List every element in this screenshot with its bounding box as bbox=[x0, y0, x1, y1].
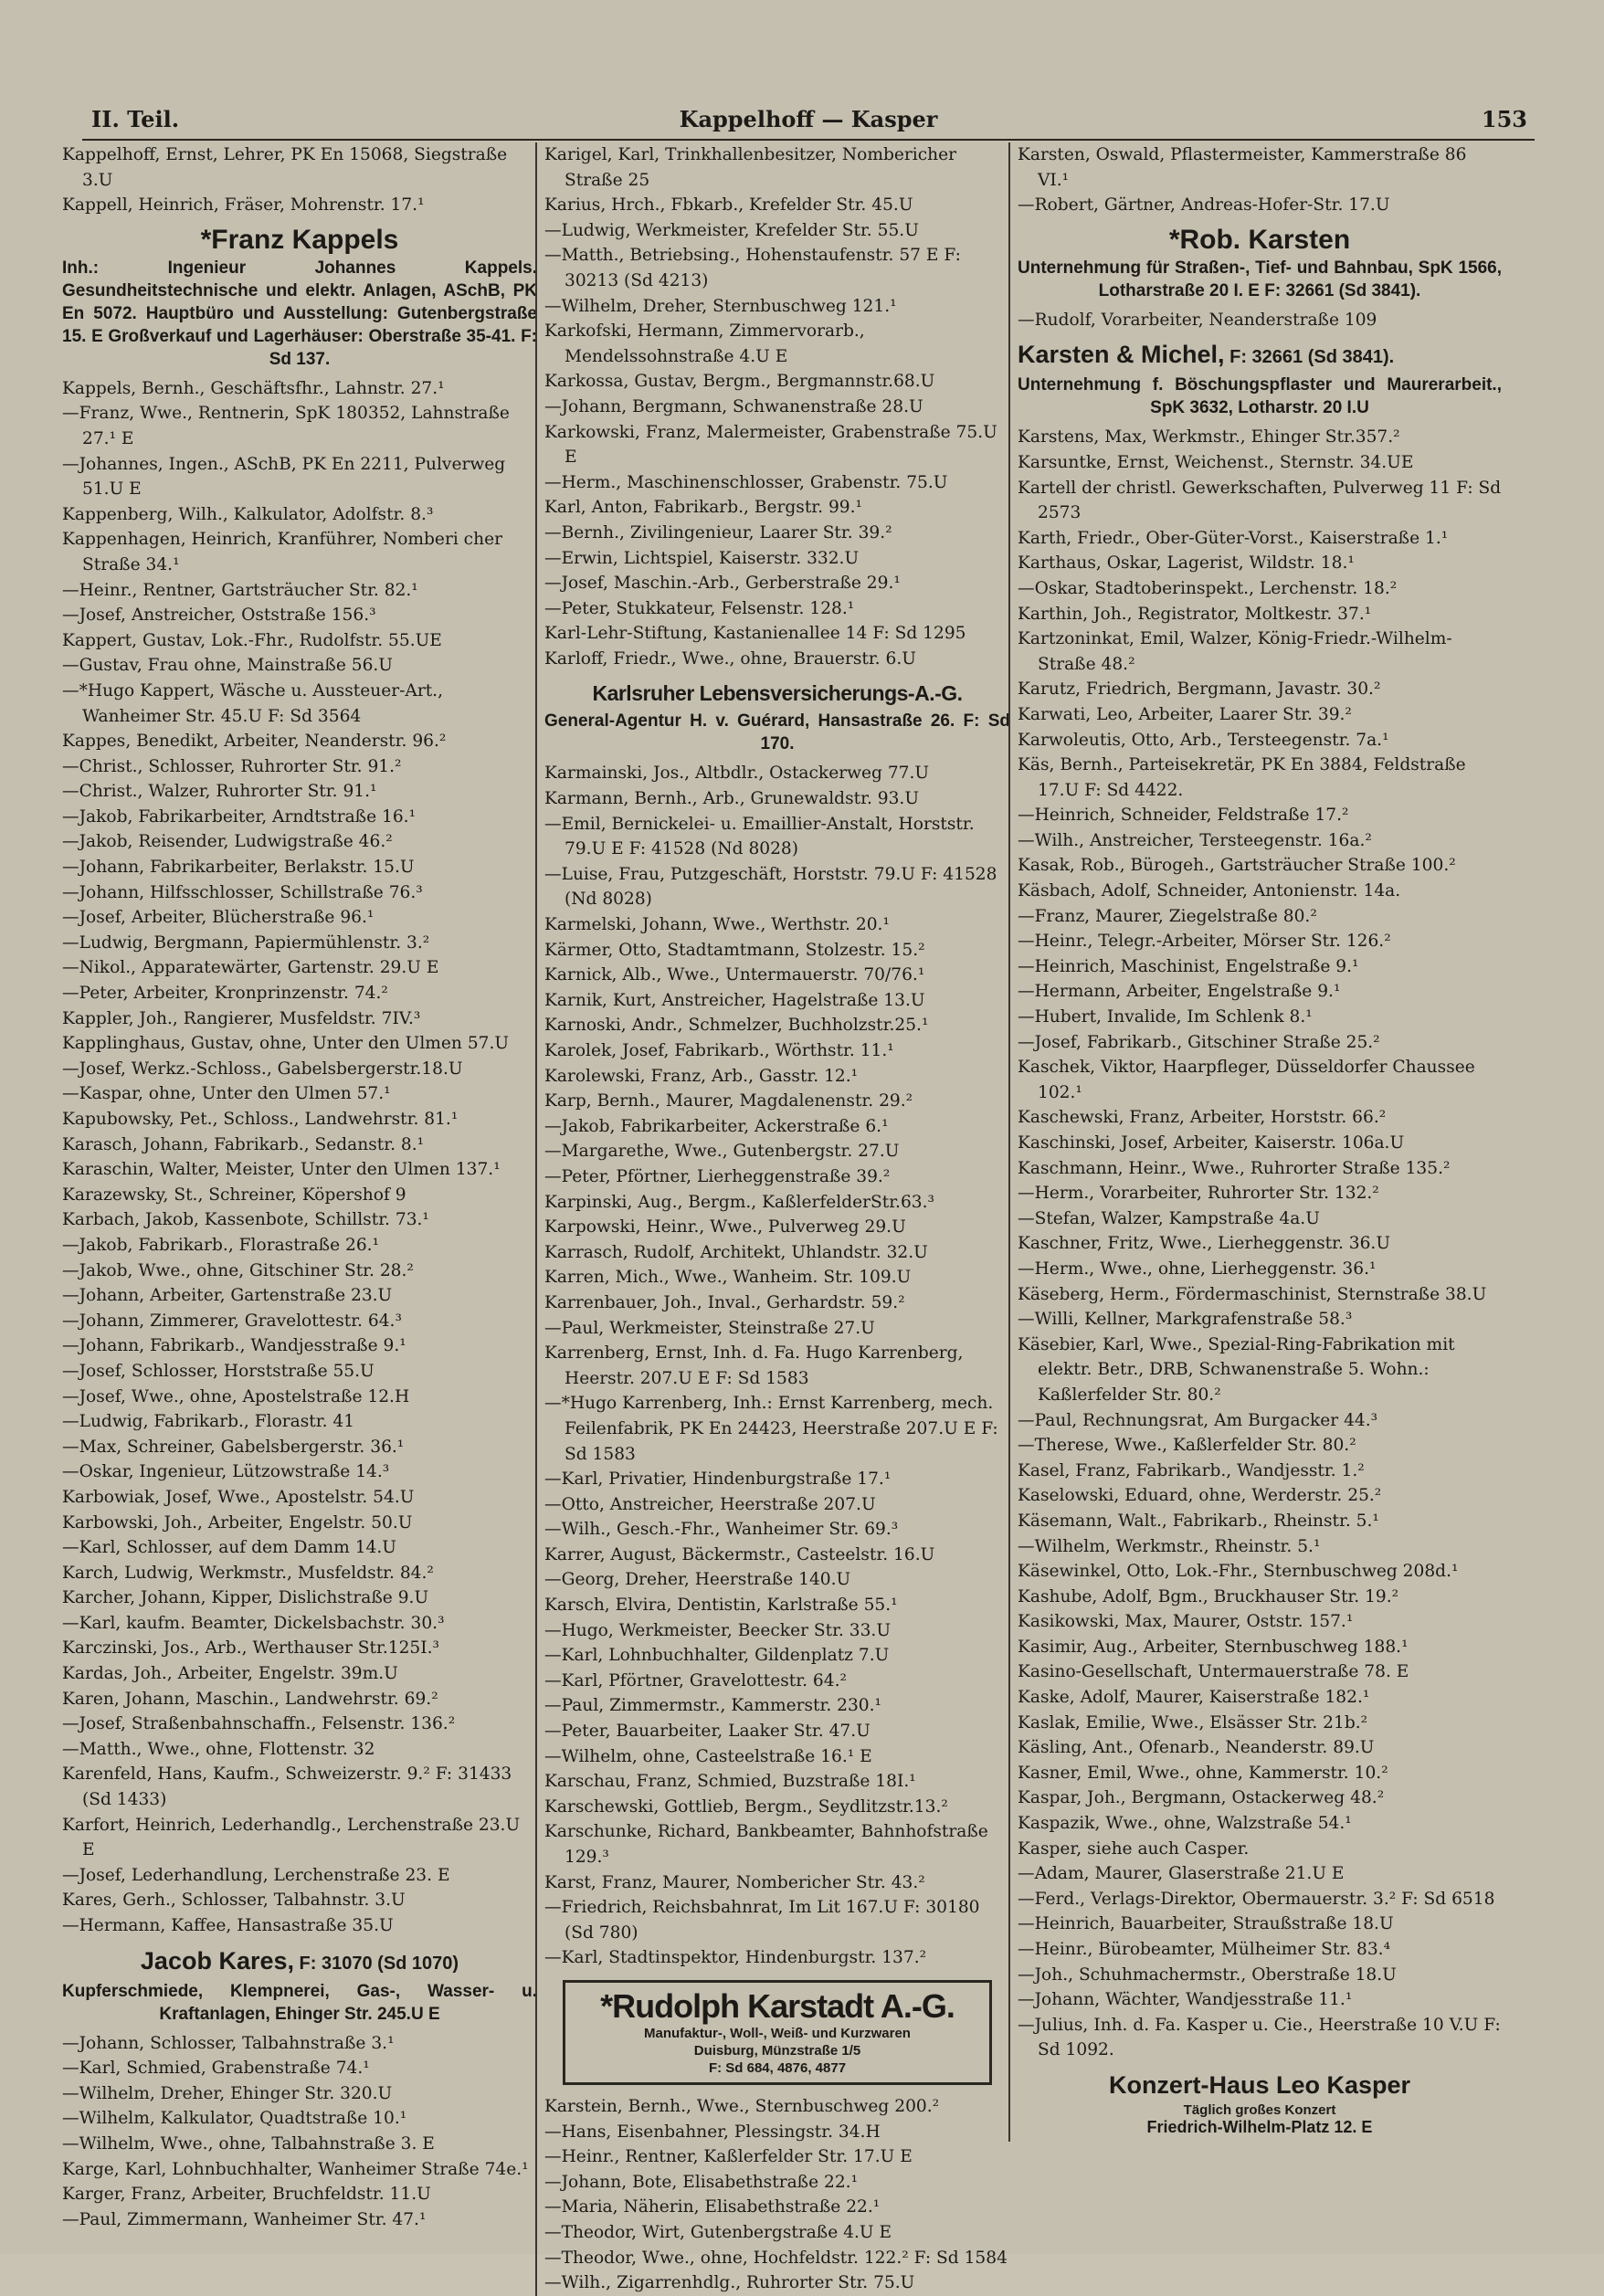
entry: —Heinr., Bürobeamter, Mülheimer Str. 83.⁴ bbox=[1018, 1940, 1391, 1959]
entry: —Matth., Wwe., ohne, Flottenstr. 32 bbox=[62, 1739, 375, 1759]
advert-name bbox=[544, 677, 1010, 710]
entry: —Paul, Zimmermstr., Kammerstr. 230.¹ bbox=[544, 1696, 882, 1716]
advert-body: General-Agentur H. v. Guérard, Hansastraße 26. F: Sd 170. bbox=[544, 711, 1010, 754]
advert-name bbox=[62, 1944, 537, 1980]
entry: —Wilhelm, Werkmstr., Rheinstr. 5.¹ bbox=[1018, 1536, 1321, 1556]
entry: —Ludwig, Werkmeister, Krefelder Str. 55.U bbox=[544, 220, 919, 240]
entry: —Theodor, Wirt, Gutenbergstraße 4.U E bbox=[544, 2222, 892, 2242]
entry: —Adam, Maurer, Glaserstraße 21.U E bbox=[1018, 1864, 1345, 1884]
advert-name: Konzert-Haus Leo Kasper bbox=[1108, 2070, 1411, 2099]
page-header bbox=[82, 102, 1535, 141]
entry: Kaschmann, Heinr., Wwe., Ruhrorter Straße 135.² bbox=[1018, 1158, 1451, 1178]
entry: —Heinr., Rentner, Gartsträucher Str. 82.¹ bbox=[62, 580, 418, 600]
entry: Karthaus, Oskar, Lagerist, Wildstr. 18.¹ bbox=[1018, 553, 1355, 574]
entry: Kapplinghaus, Gustav, ohne, Unter den Ulmen 57.U bbox=[62, 1034, 510, 1054]
entry: —Franz, Wwe., Rentnerin, SpK 180352, Lahnstraße 27.¹ E bbox=[62, 404, 510, 448]
entry: Karl, Anton, Fabrikarb., Bergstr. 99.¹ bbox=[544, 498, 862, 518]
entry: —Heinrich, Schneider, Feldstraße 17.² bbox=[1018, 806, 1349, 826]
entry: Karbowski, Joh., Arbeiter, Engelstr. 50.U bbox=[62, 1512, 413, 1532]
entry: —Max, Schreiner, Gabelsbergerstr. 36.¹ bbox=[62, 1437, 405, 1457]
entry: Käsbach, Adolf, Schneider, Antonienstr. 14a. bbox=[1018, 881, 1401, 901]
entry: Karwati, Leo, Arbeiter, Laarer Str. 39.² bbox=[1018, 704, 1352, 724]
entry: —Josef, Arbeiter, Blücherstraße 96.¹ bbox=[62, 908, 375, 928]
entry: Karutz, Friedrich, Bergmann, Javastr. 30.² bbox=[1018, 679, 1381, 700]
entry: —Josef, Schlosser, Horststraße 55.U bbox=[62, 1361, 375, 1381]
entry: Karczinski, Jos., Arb., Werthauser Str.125I.³ bbox=[62, 1638, 439, 1659]
entry: Kaslak, Emilie, Wwe., Elsässer Str. 21b.² bbox=[1018, 1712, 1368, 1733]
entry: Karl-Lehr-Stiftung, Kastanienallee 14 F: Sd 1295 bbox=[544, 624, 966, 644]
entry: Kappell, Heinrich, Fräser, Mohrenstr. 17.¹ bbox=[62, 195, 425, 216]
entry: Käsemann, Walt., Fabrikarb., Rheinstr. 5.¹ bbox=[1018, 1511, 1379, 1531]
entry: Kasikowski, Max, Maurer, Oststr. 157.¹ bbox=[1018, 1612, 1354, 1632]
entry: —Karl, Privatier, Hindenburgstraße 17.¹ bbox=[544, 1469, 892, 1490]
entry: —Rudolf, Vorarbeiter, Neanderstraße 109 bbox=[1018, 310, 1377, 330]
entry: —Theodor, Wwe., ohne, Hochfeldstr. 122.² F: Sd 1584 bbox=[544, 2248, 1008, 2268]
section-label: II. Teil. bbox=[91, 106, 180, 132]
entry: —Ferd., Verlags-Direktor, Obermauerstr. 3.² F: Sd 6518 bbox=[1018, 1889, 1495, 1909]
entry: Kaselowski, Eduard, ohne, Werderstr. 25.² bbox=[1018, 1486, 1382, 1506]
entry: Käseberg, Herm., Fördermaschinist, Sternstraße 38.U bbox=[1018, 1284, 1487, 1304]
entry: Karazewsky, St., Schreiner, Köpershof 9 bbox=[62, 1185, 406, 1205]
page-number: 153 bbox=[1481, 106, 1527, 132]
entry: Karnik, Kurt, Anstreicher, Hagelstraße 13.U bbox=[544, 990, 925, 1010]
entry: —Johann, Bote, Elisabethstraße 22.¹ bbox=[544, 2172, 859, 2192]
column-right bbox=[1008, 142, 1502, 2142]
entry: Karmelski, Johann, Wwe., Werthstr. 20.¹ bbox=[544, 915, 890, 935]
entry: —Matth., Betriebsing., Hohenstaufenstr. 57 E F: 30213 (Sd 4213) bbox=[544, 246, 961, 290]
entry: Kasak, Rob., Bürogeh., Gartsträucher Straße 100.² bbox=[1018, 856, 1456, 876]
entry: —Julius, Inh. d. Fa. Kasper u. Cie., Heerstraße 10 V.U F: Sd 1092. bbox=[1018, 2015, 1501, 2060]
entry: —Hugo, Werkmeister, Beecker Str. 33.U bbox=[544, 1620, 891, 1640]
entry: Karrenbauer, Joh., Inval., Gerhardstr. 59.² bbox=[544, 1292, 905, 1312]
advert-phone: F: 32661 (Sd 3841). bbox=[1224, 347, 1395, 368]
entry: —Heinrich, Bauarbeiter, Straußstraße 18.U bbox=[1018, 1914, 1394, 1934]
entry: —Herm., Maschinenschlosser, Grabenstr. 75.U bbox=[544, 472, 948, 492]
entry: —Wilh., Zigarrenhdlg., Ruhrorter Str. 75.U bbox=[544, 2273, 915, 2293]
column-middle bbox=[535, 142, 1010, 2296]
entry: —*Hugo Karrenberg, Inh.: Ernst Karrenberg, mech. Feilenfabrik, PK En 24423, Heerstraße 207.U E F: Sd 1583 bbox=[544, 1394, 998, 1464]
entry: —Jakob, Fabrikarbeiter, Ackerstraße 6.¹ bbox=[544, 1116, 889, 1136]
entry: Karpowski, Heinr., Wwe., Pulverweg 29.U bbox=[544, 1217, 906, 1238]
entry: —Karl, Lohnbuchhalter, Gildenplatz 7.U bbox=[544, 1646, 890, 1666]
entry: Kappelhoff, Ernst, Lehrer, PK En 15068, Siegstraße 3.U bbox=[62, 145, 508, 190]
entry: —Paul, Werkmeister, Steinstraße 27.U bbox=[544, 1318, 875, 1338]
entry: Karigel, Karl, Trinkhallenbesitzer, Nombericher Straße 25 bbox=[544, 145, 956, 190]
entry: —Peter, Bauarbeiter, Laaker Str. 47.U bbox=[544, 1722, 871, 1742]
entry: —Paul, Zimmermann, Wanheimer Str. 47.¹ bbox=[62, 2209, 427, 2229]
entry: Kappler, Joh., Rangierer, Musfeldstr. 7IV.³ bbox=[62, 1008, 421, 1028]
entry: —Hans, Eisenbahner, Plessingstr. 34.H bbox=[544, 2122, 881, 2142]
entry: —Hubert, Invalide, Im Schlenk 8.¹ bbox=[1018, 1007, 1313, 1027]
entry: Kaschner, Fritz, Wwe., Lierheggenstr. 36.U bbox=[1018, 1234, 1391, 1254]
entry: —Wilhelm, Dreher, Ehinger Str. 320.U bbox=[62, 2083, 393, 2103]
entry: Karschewski, Gottlieb, Bergm., Seydlitzstr.13.² bbox=[544, 1796, 948, 1817]
entry: —Karl, kaufm. Beamter, Dickelsbachstr. 30.³ bbox=[62, 1613, 445, 1633]
entry: Karpinski, Aug., Bergm., KaßlerfelderStr.63.³ bbox=[544, 1192, 934, 1212]
entry: —Karl, Stadtinspektor, Hindenburgstr. 137.² bbox=[544, 1948, 927, 1968]
entry: —Oskar, Stadtoberinspekt., Lerchenstr. 18.² bbox=[1018, 578, 1398, 598]
entry: Kaspazik, Wwe., ohne, Walzstraße 54.¹ bbox=[1018, 1814, 1352, 1834]
entry: Kardas, Joh., Arbeiter, Engelstr. 39m.U bbox=[62, 1664, 398, 1684]
advert-name-text: *Franz Kappels bbox=[200, 224, 399, 255]
advert-body: Unternehmung für Straßen-, Tief- und Bahnbau, SpK 1566, Lotharstraße 20 I. E F: 32661 (Sd 3841). bbox=[1018, 258, 1502, 300]
entry: Karsch, Elvira, Dentistin, Karlstraße 55.¹ bbox=[544, 1596, 898, 1616]
entry: —Josef, Lederhandlung, Lerchenstraße 23. E bbox=[62, 1865, 450, 1885]
advert-line: Täglich großes Konzert bbox=[1183, 2101, 1336, 2118]
entry: Karge, Karl, Lohnbuchhalter, Wanheimer Straße 74e.¹ bbox=[62, 2159, 529, 2179]
entry: Karnoski, Andr., Schmelzer, Buchholzstr.25.¹ bbox=[544, 1016, 929, 1036]
entry: Kappenhagen, Heinrich, Kranführer, Nomberi cher Straße 34.¹ bbox=[62, 530, 502, 574]
entry: Karkofski, Hermann, Zimmervorarb., Mendelssohnstraße 4.U E bbox=[544, 321, 865, 366]
entry: Käsebier, Karl, Wwe., Spezial-Ring-Fabrikation mit elektr. Betr., DRB, Schwanenstraße 5. Wohn.: Kaßlerfelder Str. 80.² bbox=[1018, 1334, 1455, 1405]
entry: —Margarethe, Wwe., Gutenbergstr. 27.U bbox=[544, 1142, 900, 1162]
entry: —Johann, Fabrikarb., Wandjesstraße 9.¹ bbox=[62, 1336, 406, 1356]
entry: Karmann, Bernh., Arb., Grunewaldstr. 93.U bbox=[544, 789, 920, 809]
advert-name: *Rudolph Karstadt A.-G. bbox=[600, 1986, 955, 2025]
entry: —Josef, Maschin.-Arb., Gerberstraße 29.¹ bbox=[544, 574, 901, 594]
entry: —Josef, Anstreicher, Oststraße 156.³ bbox=[62, 606, 376, 626]
entry: Karloff, Friedr., Wwe., ohne, Brauerstr. 6.U bbox=[544, 648, 916, 669]
advert-name-text: *Rob. Karsten bbox=[1168, 224, 1351, 255]
entry: —Georg, Dreher, Heerstraße 140.U bbox=[544, 1570, 851, 1590]
entry: —Friedrich, Reichsbahnrat, Im Lit 167.U F: 30180 (Sd 780) bbox=[544, 1898, 980, 1943]
entry: —Christ., Schlosser, Ruhrorter Str. 91.² bbox=[62, 756, 402, 776]
advert-karlsruher bbox=[544, 677, 1010, 755]
entry: —Emil, Bernickelei- u. Emaillier-Anstalt, Horststr. 79.U E F: 41528 (Nd 8028) bbox=[544, 814, 975, 859]
entry: Karaschin, Walter, Meister, Unter den Ulmen 137.¹ bbox=[62, 1160, 501, 1180]
entry: Kappert, Gustav, Lok.-Fhr., Rudolfstr. 55.UE bbox=[62, 630, 442, 650]
entry: Karkossa, Gustav, Bergm., Bergmannstr.68.U bbox=[544, 372, 935, 392]
entry: Karrasch, Rudolf, Architekt, Uhlandstr. 32.U bbox=[544, 1242, 928, 1262]
entry: —Johann, Zimmerer, Gravelottestr. 64.³ bbox=[62, 1311, 402, 1331]
entry: —Josef, Fabrikarb., Gitschiner Straße 25.² bbox=[1018, 1032, 1380, 1052]
entry: —*Hugo Kappert, Wäsche u. Aussteuer-Art., Wanheimer Str. 45.U F: Sd 3564 bbox=[62, 680, 443, 726]
entry: —Maria, Näherin, Elisabethstraße 22.¹ bbox=[544, 2197, 881, 2217]
entry: —Willi, Kellner, Markgrafenstraße 58.³ bbox=[1018, 1310, 1353, 1330]
advert-name-text: Karlsruher Lebensversicherungs-A.-G. bbox=[592, 681, 963, 706]
entry: —Kaspar, ohne, Unter den Ulmen 57.¹ bbox=[62, 1084, 391, 1104]
entry: Karbowiak, Josef, Wwe., Apostelstr. 54.U bbox=[62, 1487, 415, 1507]
entry: —Ludwig, Fabrikarb., Florastr. 41 bbox=[62, 1412, 355, 1432]
advert-name-text: Karsten & Michel, bbox=[1018, 341, 1225, 369]
entry: —Wilhelm, ohne, Casteelstraße 16.¹ E bbox=[544, 1746, 872, 1766]
entry: Karasch, Johann, Fabrikarb., Sedanstr. 8.¹ bbox=[62, 1134, 425, 1154]
entry: Karnick, Alb., Wwe., Untermauerstr. 70/76.¹ bbox=[544, 965, 925, 985]
entry: Kartzoninkat, Emil, Walzer, König-Friedr.-Wilhelm-Straße 48.² bbox=[1018, 629, 1452, 674]
entry: —Gustav, Frau ohne, Mainstraße 56.U bbox=[62, 656, 393, 676]
entry: Kasper, siehe auch Casper. bbox=[1018, 1838, 1250, 1859]
advert-name bbox=[1018, 224, 1502, 257]
entry: —Johann, Wächter, Wandjesstraße 11.¹ bbox=[1018, 1990, 1353, 2010]
entry: Kasimir, Aug., Arbeiter, Sternbuschweg 188.¹ bbox=[1018, 1637, 1409, 1657]
entry: —Johann, Arbeiter, Gartenstraße 23.U bbox=[62, 1286, 393, 1306]
entry: Käsling, Ant., Ofenarb., Neanderstr. 89.U bbox=[1018, 1738, 1375, 1758]
entry: Karbach, Jakob, Kassenbote, Schillstr. 73.¹ bbox=[62, 1210, 429, 1230]
entry: Karsuntke, Ernst, Weichenst., Sternstr. 34.UE bbox=[1018, 452, 1414, 472]
entry: —Wilhelm, Dreher, Sternbuschweg 121.¹ bbox=[544, 296, 897, 316]
entry: —Jakob, Fabrikarb., Florastraße 26.¹ bbox=[62, 1235, 380, 1255]
entry: —Josef, Wwe., ohne, Apostelstraße 12.H bbox=[62, 1386, 410, 1406]
entry: —Heinr., Telegr.-Arbeiter, Mörser Str. 126.² bbox=[1018, 932, 1391, 952]
entry: Käs, Bernh., Parteisekretär, PK En 3884, Feldstraße 17.U F: Sd 4422. bbox=[1018, 755, 1466, 800]
entry: Karen, Johann, Maschin., Landwehrstr. 69.² bbox=[62, 1689, 438, 1709]
advert-rkarsten bbox=[1018, 224, 1502, 302]
entry: Karwoleutis, Otto, Arb., Tersteegenstr. 7a.¹ bbox=[1018, 730, 1389, 750]
entry: —Jakob, Reisender, Ludwigstraße 46.² bbox=[62, 832, 393, 852]
entry: Kasel, Franz, Fabrikarb., Wandjesstr. 1.² bbox=[1018, 1460, 1365, 1480]
entry: —Josef, Straßenbahnschaffn., Felsenstr. 136.² bbox=[62, 1714, 456, 1734]
entry: —Luise, Frau, Putzgeschäft, Horststr. 79.U F: 41528 (Nd 8028) bbox=[544, 864, 997, 910]
entry: —Joh., Schuhmachermstr., Oberstraße 18.U bbox=[1018, 1964, 1397, 1985]
entry: —Nikol., Apparatewärter, Gartenstr. 29.U E bbox=[62, 958, 439, 978]
entry: —Stefan, Walzer, Kampstraße 4a.U bbox=[1018, 1208, 1320, 1228]
entry: Kaschinski, Josef, Arbeiter, Kaiserstr. 106a.U bbox=[1018, 1133, 1405, 1153]
entry: Kappes, Benedikt, Arbeiter, Neanderstr. 96.² bbox=[62, 732, 447, 752]
advert-body: Unternehmung f. Böschungspflaster und Maurerarbeit., SpK 3632, Lotharstr. 20 I.U bbox=[1018, 375, 1502, 418]
entry: Karrenberg, Ernst, Inh. d. Fa. Hugo Karrenberg, Heerstr. 207.U E F: Sd 1583 bbox=[544, 1343, 964, 1388]
entry: Kapubowsky, Pet., Schloss., Landwehrstr. 81.¹ bbox=[62, 1110, 459, 1129]
entry: Kappenberg, Wilh., Kalkulator, Adolfstr. 8.³ bbox=[62, 504, 434, 524]
entry: —Wilhelm, Kalkulator, Quadtstraße 10.¹ bbox=[62, 2109, 407, 2129]
entry: Kaske, Adolf, Maurer, Kaiserstraße 182.¹ bbox=[1018, 1688, 1370, 1708]
entry: —Johann, Bergmann, Schwanenstraße 28.U bbox=[544, 396, 923, 416]
entry: Karthin, Joh., Registrator, Moltkestr. 37.¹ bbox=[1018, 604, 1372, 624]
entry: —Herm., Wwe., ohne, Lierheggenstr. 36.¹ bbox=[1018, 1259, 1377, 1279]
advert-kares bbox=[62, 1944, 537, 2026]
entry: Karp, Bernh., Maurer, Magdalenenstr. 29.² bbox=[544, 1091, 913, 1111]
entry: Kares, Gerh., Schlosser, Talbahnstr. 3.U bbox=[62, 1891, 406, 1911]
advert-line: Manufaktur-, Woll-, Weiß- und Kurzwaren bbox=[644, 2025, 911, 2041]
entry: —Heinr., Rentner, Kaßlerfelder Str. 17.U E bbox=[544, 2147, 913, 2167]
entry: —Karl, Pförtner, Gravelottestr. 64.² bbox=[544, 1670, 847, 1690]
entry: —Johann, Schlosser, Talbahnstraße 3.¹ bbox=[62, 2033, 395, 2053]
entry: —Peter, Stukkateur, Felsenstr. 128.¹ bbox=[544, 598, 855, 618]
entry: —Johann, Hilfsschlosser, Schillstraße 76.³ bbox=[62, 882, 423, 902]
entry: —Heinrich, Maschinist, Engelstraße 9.¹ bbox=[1018, 956, 1359, 976]
entry: Karcher, Johann, Kipper, Dislichstraße 9.U bbox=[62, 1588, 429, 1608]
entry: Kärmer, Otto, Stadtamtmann, Stolzestr. 15.² bbox=[544, 940, 925, 960]
entry: —Therese, Wwe., Kaßlerfelder Str. 80.² bbox=[1018, 1436, 1356, 1456]
entry: Karmainski, Jos., Altbdlr., Ostackerweg 77.U bbox=[544, 764, 930, 784]
entry: Karfort, Heinrich, Lederhandlg., Lerchenstraße 23.U E bbox=[62, 1815, 521, 1860]
entry: —Bernh., Zivilingenieur, Laarer Str. 39.² bbox=[544, 522, 892, 542]
entry: Käsewinkel, Otto, Lok.-Fhr., Sternbuschweg 208d.¹ bbox=[1018, 1562, 1459, 1582]
entry: —Jakob, Fabrikarbeiter, Arndtstraße 16.¹ bbox=[62, 806, 417, 827]
advert-leokasper bbox=[1018, 2069, 1502, 2136]
entry: —Hermann, Arbeiter, Engelstraße 9.¹ bbox=[1018, 982, 1341, 1002]
entry: —Johannes, Ingen., ASchB, PK En 2211, Pulverweg 51.U E bbox=[62, 454, 506, 500]
entry: —Ludwig, Bergmann, Papiermühlenstr. 3.² bbox=[62, 932, 430, 953]
entry: Kasner, Emil, Wwe., ohne, Kammerstr. 10.² bbox=[1018, 1763, 1388, 1783]
advert-line: F: Sd 684, 4876, 4877 bbox=[708, 2059, 847, 2076]
entry: Karolewski, Franz, Arb., Gasstr. 12.¹ bbox=[544, 1066, 859, 1086]
entry: Karolek, Josef, Fabrikarb., Wörthstr. 11.¹ bbox=[544, 1041, 894, 1060]
entry: —Peter, Arbeiter, Kronprinzenstr. 74.² bbox=[62, 984, 388, 1004]
advert-body: Inh.: Ingenieur Johannes Kappels. Gesundheitstechnische und elektr. Anlagen, ASchB, PK En 5072. Hauptbüro und Ausstellung: Gutenbergstraße 15. E Großverkauf und Lagerhäuser: Oberstraße 35-41. F: Sd 137. bbox=[62, 258, 537, 369]
entry: Karger, Franz, Arbeiter, Bruchfeldstr. 11.U bbox=[62, 2185, 431, 2205]
entry: Karrer, August, Bäckermstr., Casteelstr. 16.U bbox=[544, 1544, 935, 1564]
entry: Karius, Hrch., Fbkarb., Krefelder Str. 45.U bbox=[544, 195, 913, 216]
entry: Karkowski, Franz, Malermeister, Grabenstraße 75.U E bbox=[544, 422, 997, 468]
advert-body: Kupferschmiede, Klempnerei, Gas-, Wasser- u. Kraftanlagen, Ehinger Str. 245.U E bbox=[62, 1981, 537, 2024]
running-title: Kappelhoff — Kasper bbox=[679, 106, 938, 132]
entry: Kasino-Gesellschaft, Untermauerstraße 78. E bbox=[1018, 1662, 1409, 1682]
entry: —Hermann, Kaffee, Hansastraße 35.U bbox=[62, 1916, 394, 1935]
entry: Kaschewski, Franz, Arbeiter, Horststr. 66.² bbox=[1018, 1108, 1387, 1128]
entry: Karren, Mich., Wwe., Wanheim. Str. 109.U bbox=[544, 1268, 912, 1288]
entry: —Wilh., Gesch.-Fhr., Wanheimer Str. 69.³ bbox=[544, 1520, 899, 1540]
entry: —Johann, Fabrikarbeiter, Berlakstr. 15.U bbox=[62, 858, 415, 878]
entry: Kaschek, Viktor, Haarpfleger, Düsseldorfer Chaussee 102.¹ bbox=[1018, 1058, 1475, 1102]
column-left bbox=[62, 142, 537, 2232]
entry: Kaspar, Joh., Bergmann, Ostackerweg 48.² bbox=[1018, 1788, 1385, 1808]
entry: —Herm., Vorarbeiter, Ruhrorter Str. 132.² bbox=[1018, 1184, 1379, 1204]
entry: —Oskar, Ingenieur, Lützowstraße 14.³ bbox=[62, 1462, 390, 1482]
entry: —Franz, Maurer, Ziegelstraße 80.² bbox=[1018, 906, 1317, 926]
entry: Karenfeld, Hans, Kaufm., Schweizerstr. 9.² F: 31433 (Sd 1433) bbox=[62, 1764, 512, 1810]
advert-name bbox=[1018, 338, 1502, 374]
advert-line: Duisburg, Münzstraße 1/5 bbox=[693, 2042, 861, 2059]
advert-name bbox=[62, 224, 537, 257]
entry: —Otto, Anstreicher, Heerstraße 207.U bbox=[544, 1494, 876, 1514]
entry: —Paul, Rechnungsrat, Am Burgacker 44.³ bbox=[1018, 1410, 1378, 1430]
advert-line: Friedrich-Wilhelm-Platz 12. E bbox=[1146, 2117, 1373, 2136]
entry: —Wilhelm, Wwe., ohne, Talbahnstraße 3. E bbox=[62, 2133, 435, 2154]
entry: Karschunke, Richard, Bankbeamter, Bahnhofstraße 129.³ bbox=[544, 1822, 988, 1867]
entry: —Robert, Gärtner, Andreas-Hofer-Str. 17.U bbox=[1018, 195, 1390, 216]
entry: Karch, Ludwig, Werkmstr., Musfeldstr. 84.² bbox=[62, 1563, 434, 1583]
advert-michel bbox=[1018, 338, 1502, 419]
entry: —Josef, Werkz.-Schloss., Gabelsbergerstr.18.U bbox=[62, 1058, 463, 1079]
entry: —Christ., Walzer, Ruhrorter Str. 91.¹ bbox=[62, 782, 377, 802]
entry: —Karl, Schlosser, auf dem Damm 14.U bbox=[62, 1538, 396, 1558]
entry: Kappels, Bernh., Geschäftsfhr., Lahnstr. 27.¹ bbox=[62, 378, 445, 398]
entry: —Peter, Pförtner, Lierheggenstraße 39.² bbox=[544, 1166, 891, 1186]
entry: —Wilh., Anstreicher, Tersteegenstr. 16a.² bbox=[1018, 830, 1372, 850]
entry: Karstens, Max, Werkmstr., Ehinger Str.357.² bbox=[1018, 427, 1400, 448]
entry: Karth, Friedr., Ober-Güter-Vorst., Kaiserstraße 1.¹ bbox=[1018, 528, 1449, 548]
entry: Karstein, Bernh., Wwe., Sternbuschweg 200.² bbox=[544, 2096, 940, 2116]
entry: Karsten, Oswald, Pflastermeister, Kammerstraße 86 VI.¹ bbox=[1018, 145, 1467, 190]
advert-phone: F: 31070 (Sd 1070) bbox=[294, 1953, 459, 1974]
entry: Kashube, Adolf, Bgm., Bruckhauser Str. 19.² bbox=[1018, 1586, 1399, 1606]
entry: Karst, Franz, Maurer, Nombericher Str. 43.² bbox=[544, 1872, 925, 1892]
advert-karstadt bbox=[563, 1980, 992, 2085]
entry: Karschau, Franz, Schmied, Buzstraße 18I.¹ bbox=[544, 1772, 916, 1792]
advert-name-text: Jacob Kares, bbox=[140, 1946, 294, 1975]
entry: —Erwin, Lichtspiel, Kaiserstr. 332.U bbox=[544, 548, 860, 568]
advert-kappels bbox=[62, 224, 537, 371]
entry: —Jakob, Wwe., ohne, Gitschiner Str. 28.² bbox=[62, 1260, 414, 1280]
entry: —Karl, Schmied, Grabenstraße 74.¹ bbox=[62, 2059, 370, 2079]
entry: Kartell der christl. Gewerkschaften, Pulverweg 11 F: Sd 2573 bbox=[1018, 478, 1502, 523]
